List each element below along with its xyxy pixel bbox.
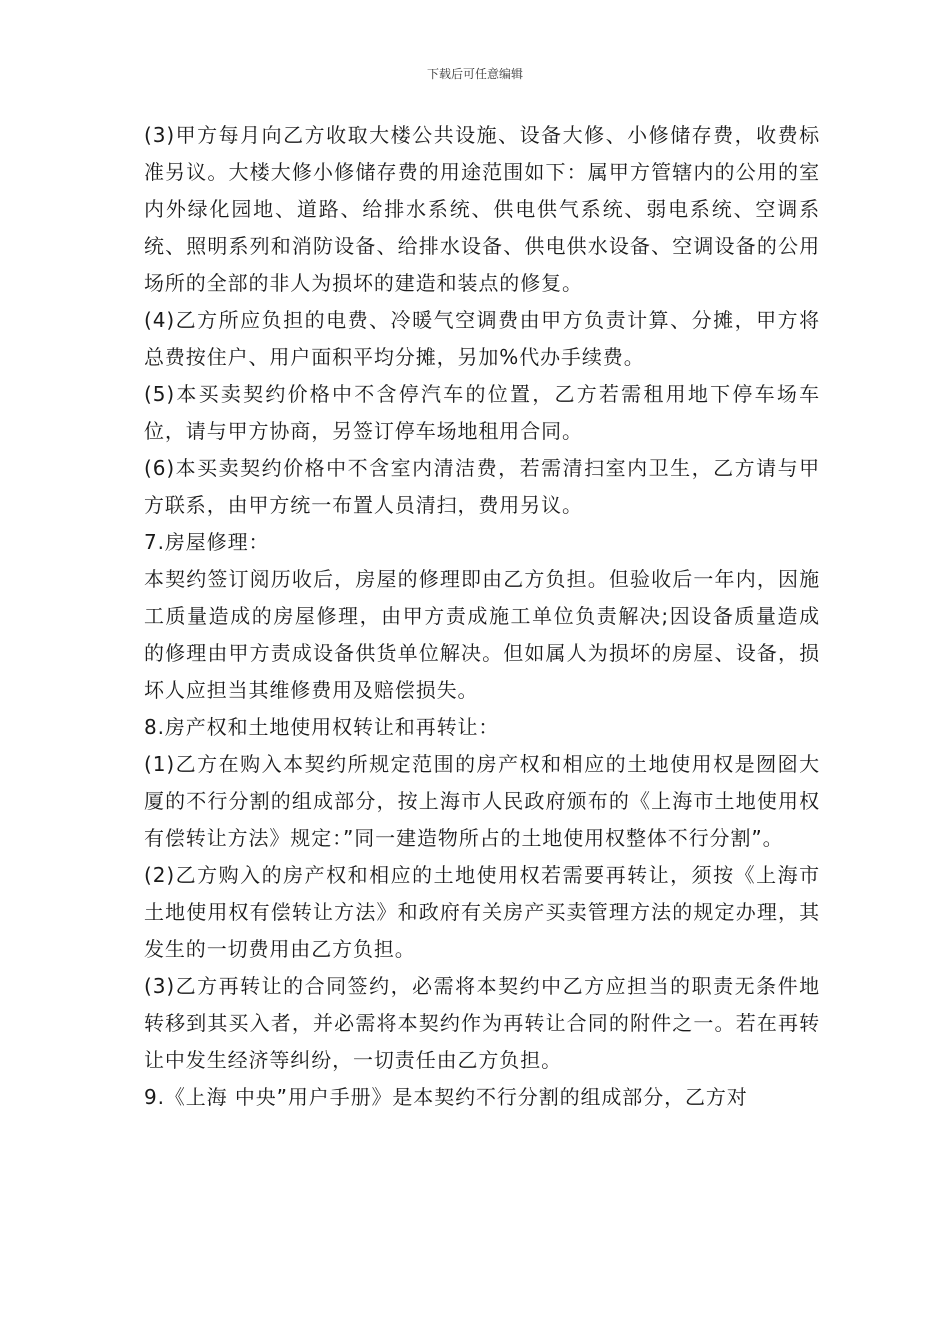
paragraph-8-2-resale: (2)乙方购入的房产权和相应的土地使用权若需要再转让，须按《上海市土地使用权有偿转让方法》和政府有关房产买卖管理方法的规定办理，其发生的一切费用由乙方负担。 <box>144 863 820 961</box>
section-7-heading: 7.房屋修理： <box>144 530 270 554</box>
section-8-heading: 8.房产权和土地使用权转让和再转让： <box>144 715 500 739</box>
paragraph-8-1-land-use: (1)乙方在购入本契约所规定范围的房产权和相应的土地使用权是囫囵大厦的不行分割的组成部分，按上海市人民政府颁布的《上海市土地使用权有偿转让方法》规定：”同一建造物所占的土地使用权整体不行分割”。 <box>144 752 820 850</box>
paragraph-3-maintenance-fee: (3)甲方每月向乙方收取大楼公共设施、设备大修、小修储存费，收费标准另议。大楼大修小修储存费的用途范围如下：属甲方管辖内的公用的室内外绿化园地、道路、给排水系统、供电供气系统、弱电系统、空调系统、照明系列和消防设备、给排水设备、供电供水设备、空调设备的公用场所的全部的非人为损坏的建造和装点的修复。 <box>144 123 820 295</box>
paragraph-4-electricity-fee: (4)乙方所应负担的电费、冷暖气空调费由甲方负责计算、分摊，甲方将总费按住户、用户面积平均分摊，另加%代办手续费。 <box>144 308 820 369</box>
section-9-user-manual: 9.《上海 中央”用户手册》是本契约不行分割的组成部分，乙方对 <box>144 1085 748 1109</box>
paragraph-5-parking: (5)本买卖契约价格中不含停汽车的位置，乙方若需租用地下停车场车位，请与甲方协商，另签订停车场地租用合同。 <box>144 382 820 443</box>
paragraph-6-cleaning: (6)本买卖契约价格中不含室内清洁费，若需清扫室内卫生，乙方请与甲方联系，由甲方统一布置人员清扫，费用另议。 <box>144 456 820 517</box>
section-7-body: 本契约签订阅历收后，房屋的修理即由乙方负担。但验收后一年内，因施工质量造成的房屋修理，由甲方责成施工单位负责解决;因设备质量造成的修理由甲方责成设备供货单位解决。但如属人为损坏的房屋、设备，损坏人应担当其维修费用及赔偿损失。 <box>144 567 820 702</box>
document-body <box>144 117 820 1116</box>
page-header: 下载后可任意编辑 <box>426 67 523 81</box>
paragraph-8-3-contract-transfer: (3)乙方再转让的合同签约，必需将本契约中乙方应担当的职责无条件地转移到其买入者，并必需将本契约作为再转让合同的附件之一。若在再转让中发生经济等纠纷，一切责任由乙方负担。 <box>144 974 820 1072</box>
